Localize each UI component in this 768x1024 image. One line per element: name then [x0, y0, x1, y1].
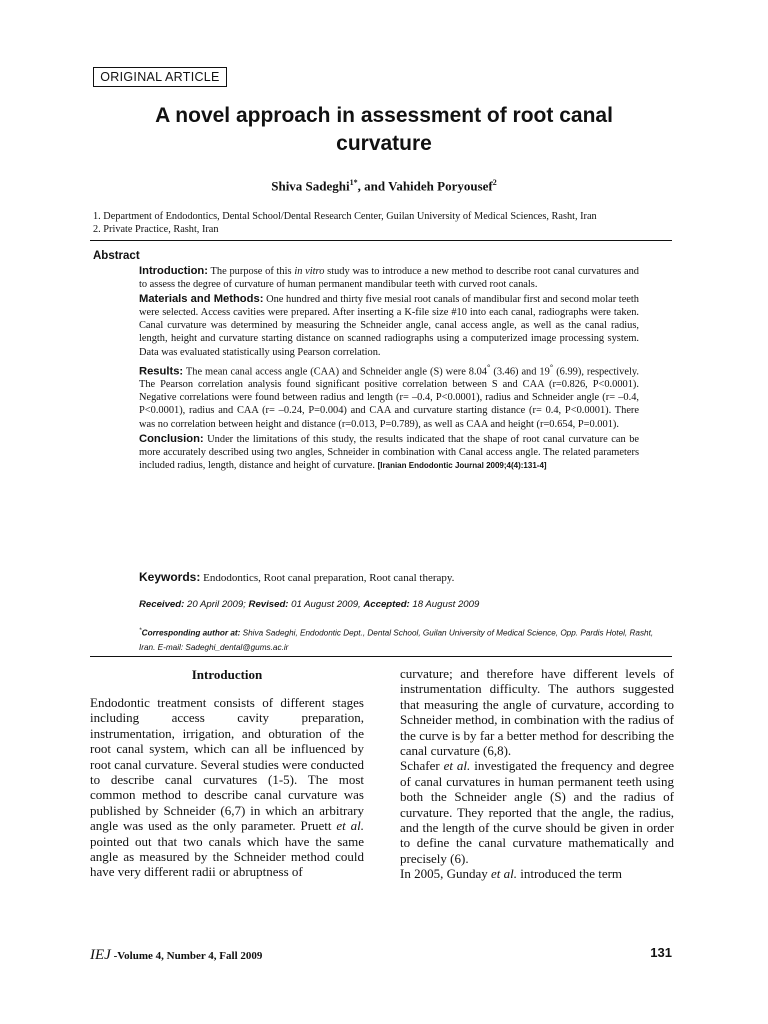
journal-abbrev: IEJ — [90, 947, 111, 963]
left-italic: et al. — [336, 818, 364, 834]
keywords-text: Endodontics, Root canal preparation, Root canal therapy. — [200, 572, 455, 584]
corresponding-text: Shiva Sadeghi, Endodontic Dept., Dental School, Guilan University of Medical Science, Opp. Pardis Hotel, Rasht, Iran. E-mail: Sadeghi_dental@gums.ac.ir — [139, 628, 654, 652]
right-paragraph-3 — [400, 866, 674, 881]
article-dates — [139, 599, 479, 610]
keywords-label: Keywords: — [139, 570, 201, 584]
author-2-affiliation-mark: 2 — [492, 178, 497, 187]
abstract-methods-label: Materials and Methods: — [139, 293, 264, 306]
abstract-intro-text-a: The purpose of this — [207, 266, 295, 277]
corresponding-star: * — [139, 627, 142, 634]
divider-top — [90, 240, 672, 241]
left-paragraph — [90, 695, 364, 880]
degree-mark: ° — [549, 361, 554, 372]
degree-mark: ° — [486, 361, 491, 372]
accepted-label: Accepted: — [363, 599, 410, 610]
article-type-label: ORIGINAL ARTICLE — [93, 67, 227, 87]
right-p3-text-a: In 2005, Gunday — [400, 866, 491, 882]
journal-issue: -Volume 4, Number 4, Fall 2009 — [110, 950, 263, 962]
right-column — [400, 666, 674, 882]
journal-citation: [Iranian Endodontic Journal 2009;4(4):131-4] — [377, 460, 547, 470]
affiliation-1: 1. Department of Endodontics, Dental School/Dental Research Center, Guilan University of Medical Sciences, Rasht, Iran — [93, 211, 597, 222]
left-column — [90, 695, 364, 880]
corresponding-label: Corresponding author at: — [141, 628, 241, 638]
right-p3-text-b: introduced the term — [517, 866, 623, 882]
divider-bottom — [90, 656, 672, 657]
abstract-conclusion-text: Under the limitations of this study, the results indicated that the shape of root canal curvature can be more accurately described using two angles, Schneider in combination with Canal access angle. The related parameters included radius, length, distance and height of curvature. — [139, 433, 639, 471]
revised-date: 01 August 2009, — [288, 599, 364, 610]
left-text-b: pointed out that two canals which have the same angle as measured by the Schneider method could have very different radii or abruptness of — [90, 833, 364, 880]
abstract-introduction — [139, 265, 639, 291]
revised-label: Revised: — [248, 599, 289, 610]
affiliations — [93, 210, 597, 236]
right-paragraph-2 — [400, 758, 674, 866]
right-p2-text-a: Schafer — [400, 758, 444, 774]
introduction-heading: Introduction — [191, 667, 263, 682]
abstract-intro-label: Introduction: — [139, 265, 208, 277]
right-p3-italic: et al. — [491, 866, 517, 882]
accepted-date: 18 August 2009 — [409, 599, 480, 610]
abstract-intro-italic: in vitro — [294, 266, 325, 277]
left-text-a: Endodontic treatment consists of different stages including access cavity preparation, instrumentation, irrigation, and obturation of the root canal system, which can all be influenced by root canal curvature. Several studies were conducted to describe canal curvatures (1-5). The most common method to describe canal curvature was published by Schneider (6,7) in which an arbitrary angle was used as the only parameter. Pruett — [90, 695, 364, 834]
author-1: Shiva Sadeghi — [271, 178, 350, 194]
abstract-conclusion-label: Conclusion: — [139, 432, 204, 445]
keywords — [139, 570, 454, 584]
abstract-results-text-b: (3.46) and 19 — [490, 366, 550, 378]
abstract-methods — [139, 293, 639, 358]
abstract-methods-text: One hundred and thirty five mesial root canals of mandibular first and second molar teeth were selected. Access cavities were prepared. After inserting a K-file size #10 into each canal, radiographs were taken. Canal curvature was determined by measuring the Schneider angle, canal access angle, as well as the canal radius, length, height and curvature starting distance on scanned radiographs using a computerized image processing system. Data was evaluated statistically using Pearson correlation. — [139, 294, 639, 358]
abstract-results-text-c: (6.99), respectively. The Pearson correlation analysis found significant positive correlation between S and CAA (r=0.826, P<0.0001). Negative correlations were found between radius and length (r= –0.4, P<0.0001), radius and Schneider angle (r= –0.4, P<0.0001), radius and CAA (r= –0.24, P=0.004) and CAA and curvature starting distance (r= 0.4, P<0.0001). There was no correlation between height and distance (r=0.013, P=0.789), as well as CAA and height (r=0.654, P=0.001). — [139, 366, 639, 430]
received-date: 20 April 2009; — [184, 599, 249, 610]
abstract-conclusion — [139, 433, 639, 472]
received-label: Received: — [139, 599, 185, 610]
page-number: 131 — [650, 945, 672, 960]
abstract-body — [139, 265, 639, 474]
right-paragraph-1: curvature; and therefore have different levels of instrumentation difficulty. The authors suggested that measuring the angle of curvature, according to Schneider method, in combination with the radius of the curve is by far a better method for describing the canal curvature (6,8). — [400, 666, 674, 759]
footer-journal — [90, 947, 262, 964]
article-title: A novel approach in assessment of root canal curvature — [155, 104, 613, 155]
affiliation-2: 2. Private Practice, Rasht, Iran — [93, 224, 219, 235]
abstract-intro-text-b: study was to introduce a new method to describe root canal curvatures and to assess the degree of curvature of human permanent mandibular teeth with curved root canals. — [139, 266, 639, 291]
author-1-affiliation-mark: 1* — [349, 178, 358, 187]
authors — [110, 178, 658, 194]
abstract-results — [139, 361, 639, 431]
right-p2-text-b: investigated the frequency and degree of canal curvatures in human permanent teeth using both the Schneider angle (S) and the radius of curvature. They reported that the angle, the radius, and the length of the curve should be given in order to define the canal curvature mathematically and precisely (6). — [400, 758, 674, 866]
corresponding-author — [139, 624, 659, 655]
author-separator: , and — [357, 178, 389, 194]
abstract-results-text-a: The mean canal access angle (CAA) and Schneider angle (S) were 8.04 — [183, 366, 487, 378]
right-p2-italic: et al. — [443, 758, 471, 774]
abstract-heading: Abstract — [93, 250, 140, 262]
author-2: Vahideh Poryousef — [388, 178, 493, 194]
abstract-results-label: Results: — [139, 365, 184, 378]
